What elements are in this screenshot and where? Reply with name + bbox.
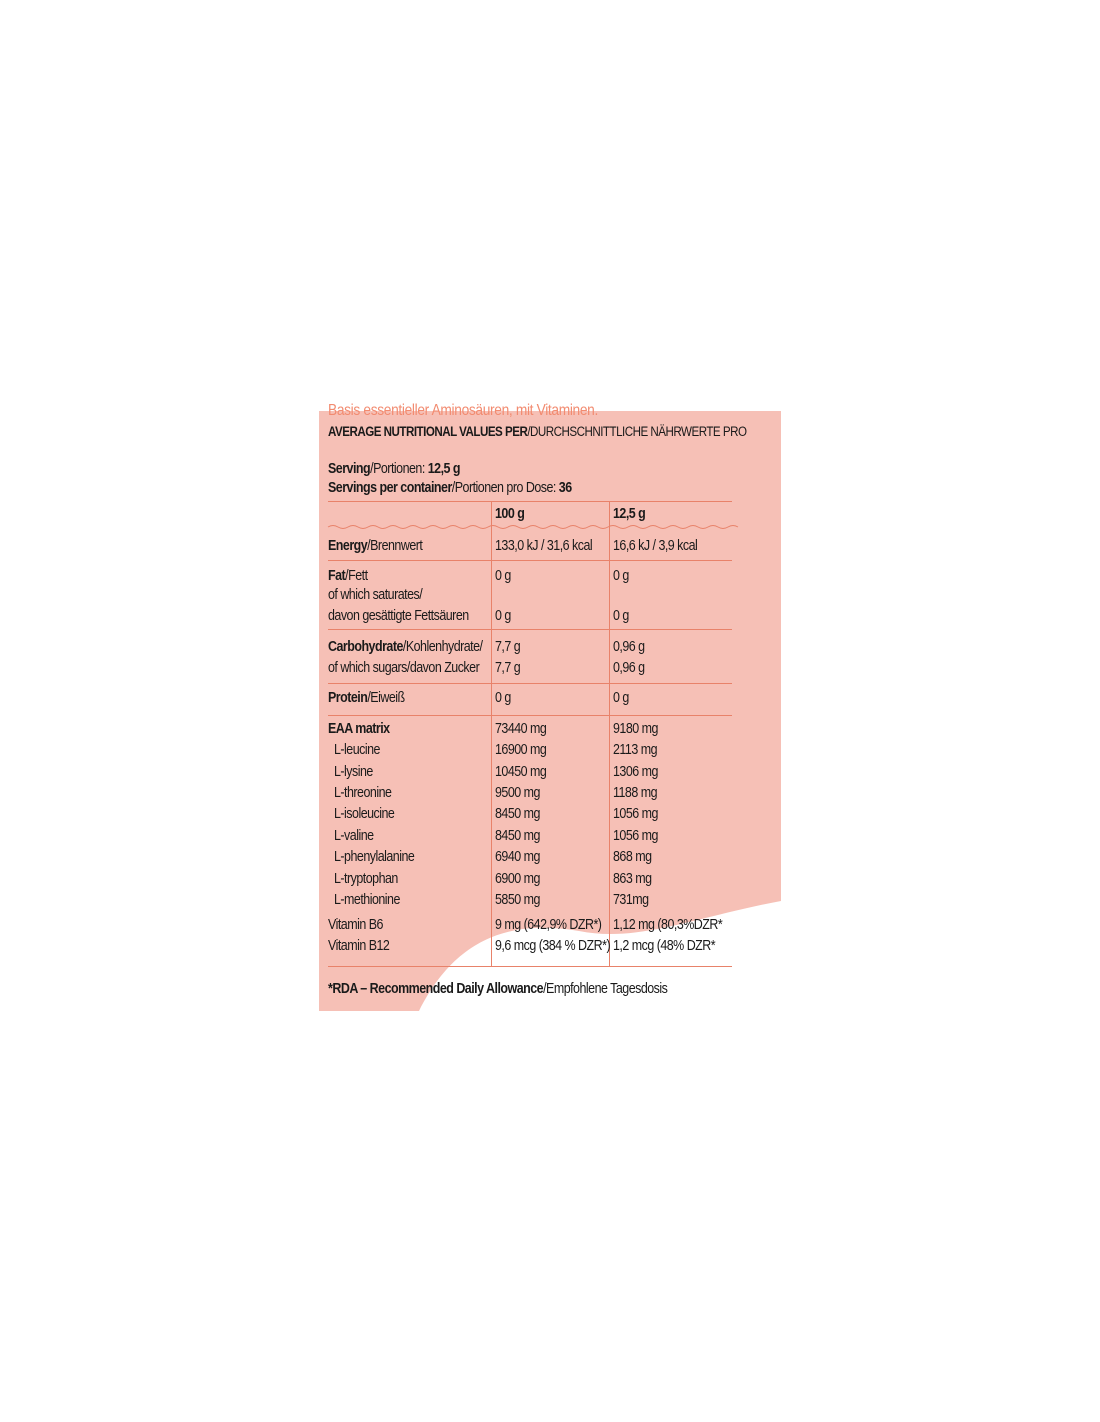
amino-serving: 1056 mg: [613, 828, 658, 844]
saturates-label-1: of which saturates/: [328, 587, 423, 603]
fat-label: Fat/Fett: [328, 568, 368, 584]
vitamin-b12-label: Vitamin B12: [328, 938, 390, 954]
nutrition-label-panel: [319, 402, 781, 1011]
carbohydrate-label: Carbohydrate/Kohlenhydrate/: [328, 639, 483, 655]
eaa-matrix-serving: 9180 mg: [613, 721, 658, 737]
energy-100g: 133,0 kJ / 31,6 kcal: [495, 538, 593, 554]
fat-100g: 0 g: [495, 568, 511, 584]
heading: AVERAGE NUTRITIONAL VALUES PER/DURCHSCHNITTLICHE NÄHRWERTE PRO: [328, 424, 747, 439]
sugars-label: of which sugars/davon Zucker: [328, 660, 480, 676]
amino-serving: 1188 mg: [613, 785, 657, 801]
amino-serving: 868 mg: [613, 849, 652, 865]
amino-100g: 8450 mg: [495, 806, 540, 822]
vitamin-b12-serving: 1,2 mcg (48% DZR*: [613, 938, 716, 954]
amino-name: L-methionine: [334, 892, 400, 908]
amino-100g: 8450 mg: [495, 828, 540, 844]
servings-per-container: Servings per container/Portionen pro Dose: 36: [328, 480, 572, 496]
carbohydrate-100g: 7,7 g: [495, 639, 521, 655]
amino-serving: 1056 mg: [613, 806, 658, 822]
rule: [328, 629, 732, 630]
amino-name: L-threonine: [334, 785, 392, 801]
vitamin-b6-serving: 1,12 mg (80,3%DZR*: [613, 917, 723, 933]
protein-100g: 0 g: [495, 690, 511, 706]
rule: [328, 715, 732, 716]
amino-100g: 10450 mg: [495, 764, 547, 780]
column-header-serving: 12,5 g: [613, 506, 646, 522]
amino-serving: 863 mg: [613, 871, 652, 887]
energy-label: Energy/Brennwert: [328, 538, 423, 554]
carbohydrate-serving: 0,96 g: [613, 639, 645, 655]
vitamin-b6-100g: 9 mg (642,9% DZR*): [495, 917, 602, 933]
amino-serving: 2113 mg: [613, 742, 657, 758]
eaa-matrix-100g: 73440 mg: [495, 721, 547, 737]
rule: [328, 683, 732, 684]
rda-footnote: *RDA – Recommended Daily Allowance/Empfohlene Tagesdosis: [328, 981, 668, 997]
protein-label: Protein/Eiweiß: [328, 690, 405, 706]
rule: [328, 560, 732, 561]
amino-100g: 9500 mg: [495, 785, 540, 801]
amino-100g: 6900 mg: [495, 871, 540, 887]
amino-name: L-isoleucine: [334, 806, 395, 822]
amino-name: L-valine: [334, 828, 374, 844]
amino-serving: 731mg: [613, 892, 649, 908]
column-divider: [491, 501, 492, 966]
fat-serving: 0 g: [613, 568, 629, 584]
amino-name: L-lysine: [334, 764, 373, 780]
vitamin-b6-label: Vitamin B6: [328, 917, 383, 933]
amino-100g: 16900 mg: [495, 742, 547, 758]
rule: [328, 501, 732, 502]
rule: [328, 966, 732, 967]
protein-serving: 0 g: [613, 690, 629, 706]
saturates-serving: 0 g: [613, 608, 629, 624]
sugars-serving: 0,96 g: [613, 660, 645, 676]
serving-size: Serving/Portionen: 12,5 g: [328, 461, 460, 477]
amino-name: L-leucine: [334, 742, 380, 758]
amino-100g: 5850 mg: [495, 892, 540, 908]
cut-off-description: Basis essentieller Aminosäuren, mit Vitaminen.: [328, 402, 598, 419]
saturates-label-2: davon gesättigte Fettsäuren: [328, 608, 469, 624]
vitamin-b12-100g: 9,6 mcg (384 % DZR*): [495, 938, 611, 954]
energy-serving: 16,6 kJ / 3,9 kcal: [613, 538, 698, 554]
amino-100g: 6940 mg: [495, 849, 540, 865]
amino-name: L-phenylalanine: [334, 849, 415, 865]
wavy-rule: [328, 524, 732, 530]
amino-serving: 1306 mg: [613, 764, 658, 780]
column-divider: [609, 501, 610, 966]
column-header-100g: 100 g: [495, 506, 525, 522]
saturates-100g: 0 g: [495, 608, 511, 624]
amino-name: L-tryptophan: [334, 871, 398, 887]
sugars-100g: 7,7 g: [495, 660, 521, 676]
eaa-matrix-label: EAA matrix: [328, 721, 390, 737]
